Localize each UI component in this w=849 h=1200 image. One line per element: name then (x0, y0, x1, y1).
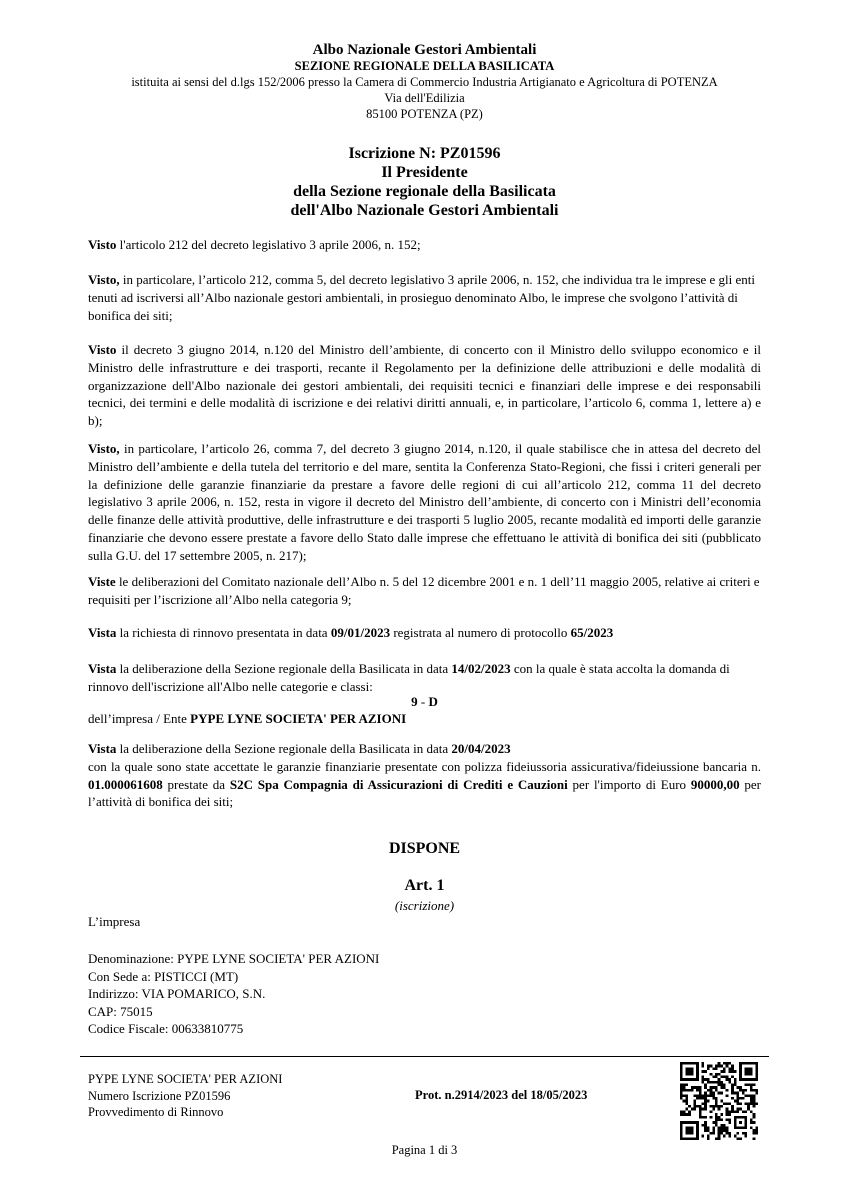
paragraph-lead: Viste (88, 574, 116, 589)
article-subheading: (iscrizione) (394, 898, 455, 913)
footer-registration: Numero Iscrizione PZ01596 (88, 1088, 231, 1103)
header-city: 85100 POTENZA (PZ) (366, 107, 483, 121)
paragraph-vista-7 (88, 660, 761, 696)
paragraph-lead: Vista (88, 661, 117, 676)
insurer-name: S2C Spa Compagnia di Assicurazioni di Crediti e Cauzioni (229, 776, 568, 792)
paragraph-text: per l'importo di Euro (567, 776, 691, 792)
title-block (80, 144, 769, 220)
section-heading: della Sezione regionale della Basilicata (293, 183, 556, 200)
paragraph-text: registrata al numero di protocollo (390, 625, 571, 640)
impresa-prefix: dell’impresa / Ente (88, 711, 191, 726)
article-heading: Art. 1 (404, 877, 445, 894)
document-header (80, 42, 769, 122)
president-heading: Il Presidente (381, 164, 468, 181)
impresa-line (88, 710, 761, 728)
impresa-label: L’impresa (88, 914, 141, 929)
page-number: Pagina 1 di 3 (391, 1143, 458, 1157)
albo-heading: dell'Albo Nazionale Gestori Ambientali (290, 202, 559, 219)
paragraph-text: la richiesta di rinnovo presentata in data (116, 625, 331, 640)
detail-sede: Con Sede a: PISTICCI (MT) (88, 968, 239, 984)
request-date: 09/01/2023 (330, 625, 391, 640)
paragraph-text: la deliberazione della Sezione regionale della Basilicata in data (116, 741, 452, 756)
policy-number: 01.000061608 (88, 776, 163, 792)
class-value: D (428, 694, 438, 709)
detail-indirizzo: Indirizzo: VIA POMARICO, S.N. (88, 986, 266, 1001)
paragraph-visto-4 (88, 440, 761, 565)
paragraph-text: le deliberazioni del Comitato nazionale dell’Albo n. 5 del 12 dicembre 2001 e n. 1 dell’11 maggio 2005, relative ai criteri e requisiti per l’iscrizione all’Albo nella categoria 9; (88, 574, 760, 607)
paragraph-text: in particolare, l’articolo 26, comma 7, del decreto 3 giugno 2014, n.120, il quale stabilisce che in attesa del decreto del Ministro dell’ambiente e della tutela del territorio e del mare, sentita la Conferenza Stato-Regioni, che fissi i criteri generali per la definizione delle garanzie finanziarie da prestare a favore delle regioni di cui all’articolo 212, comma 11 del decreto legislativo 3 aprile 2006, n. 152, resta in vigore il decreto del Ministro dell’ambiente, di concerto con i Ministri dell’economia delle finanze delle attività produttive, delle infrastrutture e dei trasporti 5 luglio 2005, recante modalità ed importi delle garanzie finanziarie che devono essere prestate a favore dello Stato dalle imprese che effettuano le attività di bonifica dei siti (pubblicato sulla G.U. del 17 settembre 2005, n. 217); (88, 441, 761, 563)
header-institution: istituita ai sensi del d.lgs 152/2006 presso la Camera di Commercio Industria Artigianato e Agricoltura di POTENZA (131, 75, 718, 89)
paragraph-text: prestate da (162, 776, 230, 792)
protocol-reference: Prot. n.2914/2023 del 18/05/2023 (415, 1088, 588, 1102)
paragraph-text: il decreto 3 giugno 2014, n.120 del Ministro dell’ambiente, di concerto con il Ministro dello sviluppo economico e il Ministro delle infrastrutture e dei trasporti, recante il Regolamento per la definizione delle attribuzioni e delle modalità di organizzazione dell'Albo nazionale dei gestori ambientali, dei requisiti tecnici e finanziari delle imprese e dei responsabili tecnici, dei termini e delle modalità di iscrizione e dei relativi diritti annuali, e, in particolare, l’articolo 6, comma 1, lettere a) e b); (88, 342, 761, 429)
paragraph-visto-1 (88, 236, 761, 254)
detail-denominazione: Denominazione: PYPE LYNE SOCIETA' PER AZIONI (88, 951, 380, 966)
qr-code-icon (680, 1062, 758, 1140)
guarantee-amount: 90000,00 (690, 776, 740, 792)
paragraph-lead: Visto (88, 237, 117, 252)
category-separator: - (417, 694, 429, 709)
paragraph-visto-2 (88, 271, 761, 324)
paragraph-lead: Vista (88, 741, 117, 756)
company-details (88, 950, 379, 1038)
paragraph-visto-3 (88, 341, 761, 430)
paragraph-text: per l’attività di bonifica dei siti; (88, 776, 761, 810)
registration-number: Iscrizione N: PZ01596 (348, 145, 501, 162)
paragraph-lead: Visto (88, 342, 117, 357)
paragraph-lead: Visto, (88, 441, 120, 456)
dispone-heading: DISPONE (388, 840, 461, 857)
paragraph-text: in particolare, l’articolo 212, comma 5, del decreto legislativo 3 aprile 2006, n. 152, che individua tra le imprese e gli enti tenuti ad iscriversi all’Albo nazionale gestori ambientali, in prosieguo denominato Albo, le imprese che svolgono l’attività di bonifica dei siti; (88, 272, 756, 323)
paragraph-vista-8 (88, 740, 761, 811)
paragraph-vista-6 (88, 624, 761, 642)
header-title: Albo Nazionale Gestori Ambientali (312, 42, 537, 58)
detail-codice-fiscale: Codice Fiscale: 00633810775 (88, 1021, 244, 1036)
category-class (80, 694, 769, 710)
guarantee-date: 20/04/2023 (451, 741, 511, 756)
category-value: 9 (411, 694, 418, 709)
footer-divider (80, 1056, 769, 1057)
footer-company: PYPE LYNE SOCIETA' PER AZIONI (88, 1072, 283, 1086)
paragraph-lead: Vista (88, 625, 117, 640)
header-section: SEZIONE REGIONALE DELLA BASILICATA (294, 59, 555, 73)
paragraph-lead: Visto, (88, 272, 120, 287)
paragraph-text: con la quale è stata accolta la domanda di rinnovo dell'iscrizione all'Albo nelle categorie e classi: (88, 661, 730, 694)
deliberation-date: 14/02/2023 (451, 661, 511, 676)
impresa-name: PYPE LYNE SOCIETA' PER AZIONI (190, 711, 407, 726)
paragraph-text: con la quale sono state accettate le garanzie finanziarie presentate con polizza fideiussoria assicurativa/fideiussione bancaria n. (88, 758, 761, 774)
footer-info (88, 1071, 282, 1121)
paragraph-viste-5 (88, 573, 761, 609)
paragraph-text: l'articolo 212 del decreto legislativo 3 aprile 2006, n. 152; (116, 237, 421, 252)
footer-measure: Provvedimento di Rinnovo (88, 1105, 224, 1119)
paragraph-text: la deliberazione della Sezione regionale della Basilicata in data (116, 661, 452, 676)
protocol-number: 65/2023 (570, 625, 614, 640)
detail-cap: CAP: 75015 (88, 1003, 153, 1019)
header-street: Via dell'Edilizia (384, 91, 465, 105)
